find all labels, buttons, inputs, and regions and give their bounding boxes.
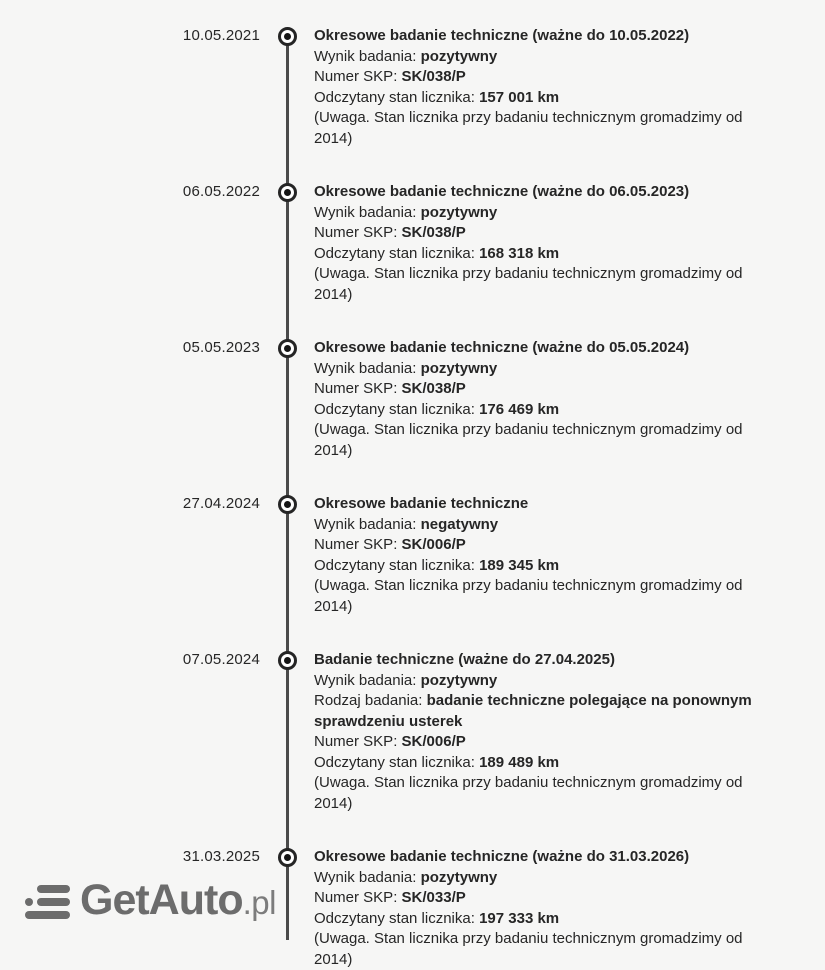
timeline-marker-dot <box>284 345 291 352</box>
odometer-value: 189 345 km <box>479 556 560 574</box>
timeline-marker-dot <box>284 189 291 196</box>
result-row <box>314 47 760 68</box>
timeline-marker-icon <box>278 848 297 867</box>
timeline-marker-dot <box>284 657 291 664</box>
entry-content <box>314 338 760 461</box>
result-value: pozytywny <box>420 47 498 65</box>
odometer-label: Odczytany stan licznika: <box>314 909 480 927</box>
entry-note: (Uwaga. Stan licznika przy badaniu technicznym gromadzimy od 2014) <box>314 421 743 459</box>
result-label: Wynik badania: <box>314 671 421 689</box>
entry-date: 10.05.2021 <box>182 27 260 44</box>
entry-title: Badanie techniczne (ważne do 27.04.2025) <box>314 651 615 668</box>
skp-label: Numer SKP: <box>314 68 402 85</box>
odometer-value: 157 001 km <box>479 88 560 106</box>
result-value: pozytywny <box>420 203 498 221</box>
inspection-type-row <box>314 691 760 732</box>
getauto-logo-text <box>80 876 276 924</box>
entry-title: Okresowe badanie techniczne (ważne do 05.05.2024) <box>314 339 690 356</box>
entry-date: 05.05.2023 <box>182 339 260 356</box>
timeline-marker-icon <box>278 339 297 358</box>
skp-value: SK/006/P <box>401 536 466 553</box>
entry-note: (Uwaga. Stan licznika przy badaniu technicznym gromadzimy od 2014) <box>314 109 743 147</box>
getauto-bars-icon <box>25 885 70 920</box>
odometer-label: Odczytany stan licznika: <box>314 753 480 771</box>
timeline-marker-icon <box>278 27 297 46</box>
odometer-row <box>314 753 760 774</box>
timeline-entry <box>0 182 825 305</box>
result-value: pozytywny <box>420 671 498 689</box>
getauto-logo <box>25 876 276 924</box>
timeline-marker-icon <box>278 183 297 202</box>
odometer-value: 168 318 km <box>479 244 560 262</box>
timeline-marker-icon <box>278 651 297 670</box>
result-label: Wynik badania: <box>314 515 421 533</box>
odometer-value: 176 469 km <box>479 400 560 418</box>
skp-label: Numer SKP: <box>314 733 402 750</box>
skp-value: SK/006/P <box>401 733 466 750</box>
result-row <box>314 203 760 224</box>
entry-note: (Uwaga. Stan licznika przy badaniu technicznym gromadzimy od 2014) <box>314 774 743 812</box>
entry-title: Okresowe badanie techniczne (ważne do 10.05.2022) <box>314 27 690 44</box>
entry-date: 07.05.2024 <box>182 651 260 668</box>
entry-content <box>314 26 760 149</box>
skp-label: Numer SKP: <box>314 889 402 906</box>
entry-date: 27.04.2024 <box>182 495 260 512</box>
skp-row <box>314 379 760 400</box>
logo-brand-text: GetAuto <box>80 876 243 924</box>
inspection-type-value: badanie techniczne polegające na ponownym sprawdzeniu usterek <box>314 692 752 730</box>
odometer-value: 197 333 km <box>479 909 560 927</box>
odometer-row <box>314 556 760 577</box>
entry-content <box>314 494 760 617</box>
skp-label: Numer SKP: <box>314 380 402 397</box>
result-row <box>314 671 760 692</box>
result-label: Wynik badania: <box>314 203 421 221</box>
result-label: Wynik badania: <box>314 359 421 377</box>
skp-label: Numer SKP: <box>314 536 402 553</box>
entry-title: Okresowe badanie techniczne <box>314 495 529 512</box>
odometer-label: Odczytany stan licznika: <box>314 244 480 262</box>
skp-row <box>314 67 760 88</box>
odometer-label: Odczytany stan licznika: <box>314 88 480 106</box>
timeline-entry <box>0 494 825 617</box>
entry-date: 31.03.2025 <box>182 848 260 865</box>
odometer-row <box>314 400 760 421</box>
skp-row <box>314 732 760 753</box>
marker-column <box>260 847 314 867</box>
odometer-value: 189 489 km <box>479 753 560 771</box>
timeline-marker-icon <box>278 495 297 514</box>
skp-row <box>314 888 760 909</box>
result-row <box>314 515 760 536</box>
skp-value: SK/038/P <box>401 380 466 397</box>
skp-row <box>314 223 760 244</box>
timeline-entry <box>0 650 825 814</box>
marker-column <box>260 650 314 670</box>
marker-column <box>260 494 314 514</box>
timeline-marker-dot <box>284 854 291 861</box>
result-value: negatywny <box>420 515 499 533</box>
marker-column <box>260 338 314 358</box>
odometer-row <box>314 88 760 109</box>
odometer-label: Odczytany stan licznika: <box>314 400 480 418</box>
result-value: pozytywny <box>420 359 498 377</box>
marker-column <box>260 182 314 202</box>
entry-date: 06.05.2022 <box>182 183 260 200</box>
inspection-type-label: Rodzaj badania: <box>314 692 427 709</box>
result-value: pozytywny <box>420 868 498 886</box>
odometer-label: Odczytany stan licznika: <box>314 556 480 574</box>
skp-label: Numer SKP: <box>314 224 402 241</box>
entry-note: (Uwaga. Stan licznika przy badaniu technicznym gromadzimy od 2014) <box>314 577 743 615</box>
timeline-entry <box>0 26 825 149</box>
skp-value: SK/038/P <box>401 224 466 241</box>
odometer-row <box>314 909 760 930</box>
skp-row <box>314 535 760 556</box>
timeline-entry <box>0 338 825 461</box>
timeline-marker-dot <box>284 501 291 508</box>
entry-content <box>314 847 760 970</box>
entry-title: Okresowe badanie techniczne (ważne do 31.03.2026) <box>314 848 690 865</box>
marker-column <box>260 26 314 46</box>
timeline-marker-dot <box>284 33 291 40</box>
entry-note: (Uwaga. Stan licznika przy badaniu technicznym gromadzimy od 2014) <box>314 265 743 303</box>
result-label: Wynik badania: <box>314 868 421 886</box>
skp-value: SK/038/P <box>401 68 466 85</box>
result-row <box>314 868 760 889</box>
skp-value: SK/033/P <box>401 889 466 906</box>
logo-domain-suffix: .pl <box>242 884 276 921</box>
entry-content <box>314 182 760 305</box>
result-label: Wynik badania: <box>314 47 421 65</box>
entry-title: Okresowe badanie techniczne (ważne do 06.05.2023) <box>314 183 690 200</box>
odometer-row <box>314 244 760 265</box>
entry-content <box>314 650 760 814</box>
result-row <box>314 359 760 380</box>
entry-note: (Uwaga. Stan licznika przy badaniu technicznym gromadzimy od 2014) <box>314 930 743 968</box>
